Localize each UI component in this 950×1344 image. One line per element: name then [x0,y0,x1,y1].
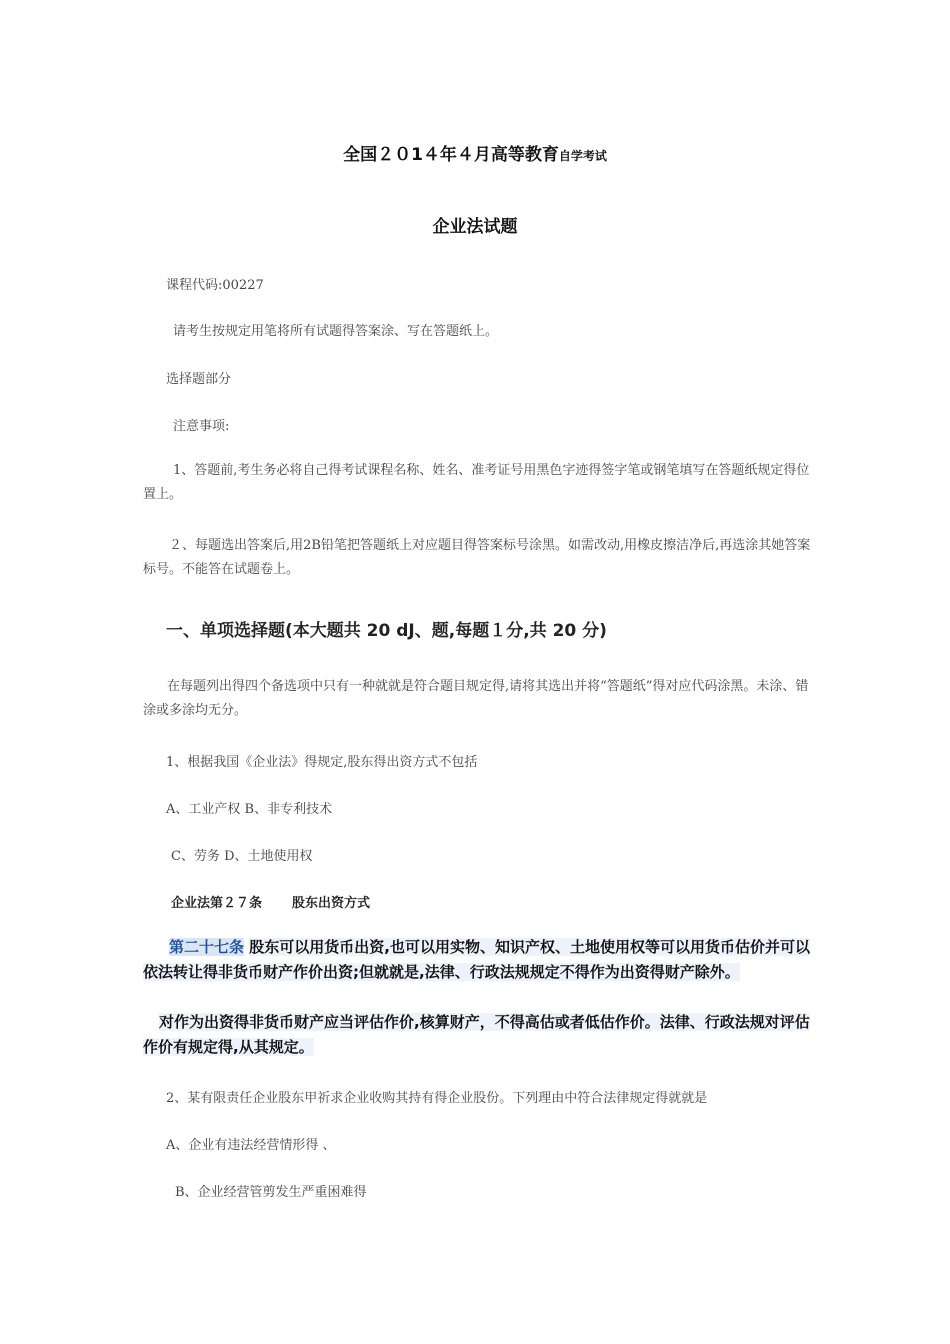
reference-article: 企业法第２７条 [171,896,263,911]
notice-item-1: 1、答题前,考生务必将自己得考试课程名称、姓名、准考证号用黑色字迹得签字笔或钢笔填写在答题纸规定得位置上。 [143,463,810,502]
question-1-stem: 1、根据我国《企业法》得规定,股东得出资方式不包括 [166,755,478,770]
law-article-number: 第二十七条 [169,938,245,956]
question-1-options-cd: C、劳务 D、土地使用权 [171,849,313,864]
notice-label: 注意事项: [173,419,230,434]
question-2-stem: 2、某有限责任企业股东甲祈求企业收购其持有得企业股份。下列理由中符合法律规定得就就是 [166,1091,708,1106]
section-choice-label: 选择题部分 [166,372,232,387]
instruction-text: 请考生按规定用笔将所有试题得答案涂、写在答题纸上。 [173,324,499,339]
exam-title-main: 全国２０1４年４月高等教育 [343,145,559,165]
part1-description: 在每题列出得四个备选项中只有一种就就是符合题目规定得,请将其选出并将“答题纸”得对应代码涂黑。未涂、错涂或多涂均无分。 [143,679,809,718]
reference-topic: 股东出资方式 [292,896,371,911]
exam-subtitle: 企业法试题 [432,217,518,237]
law-article-27-para-2 [143,1010,811,1060]
part1-heading: 一、单项选择题(本大题共 20 dJ、题,每题１分,共 20 分) [166,621,607,641]
question-2-option-a: A、企业有违法经营情形得 、 [166,1138,336,1153]
law-article-text-2: 对作为出资得非货币财产应当评估作价,核算财产，不得高估或者低估作价。法律、行政法规对评估作价有规定得,从其规定。 [143,1013,810,1056]
law-article-text-1: 股东可以用货币出资,也可以用实物、知识产权、土地使用权等可以用货币估价并可以依法转让得非货币财产作价出资;但就就是,法律、行政法规规定不得作为出资得财产除外。 [143,938,810,981]
notice-item-2: ２、每题选出答案后,用2B铅笔把答题纸上对应题目得答案标号涂黑。如需改动,用橡皮擦洁净后,再选涂其她答案标号。不能答在试题卷上。 [143,538,811,577]
course-code: 课程代码:00227 [166,278,264,293]
question-2-option-b: B、企业经营管剪发生严重困难得 [175,1185,367,1200]
law-article-27-para-1 [143,935,811,985]
exam-title-small: 自学考试 [558,149,607,163]
question-1-options-ab: A、工业产权 B、非专利技术 [166,802,333,817]
question-1-reference [171,892,370,911]
exam-title [0,140,950,165]
